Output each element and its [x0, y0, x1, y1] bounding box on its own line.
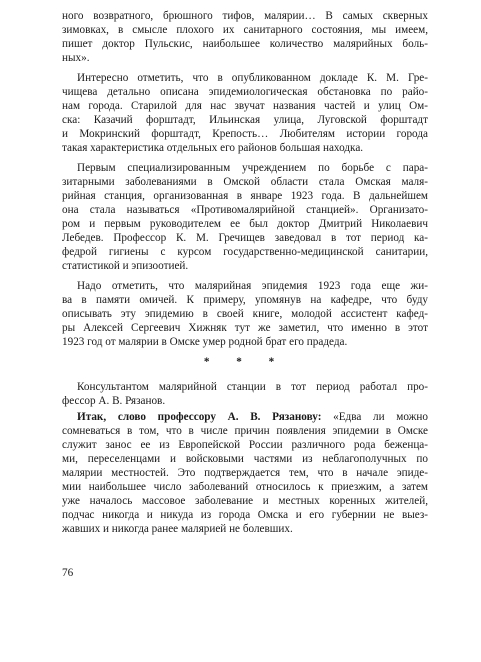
- text-line: ного возвратного, брюшного тифов, малярии… В самых скверных: [62, 10, 428, 22]
- text-line: такая характеристика отдельных его районов большая находка.: [62, 142, 364, 154]
- text-line: Лебедев. Профессор К. М. Гречищев заведовал в тот период ка-: [62, 232, 428, 244]
- text-run: «Едва ли можно: [321, 411, 428, 423]
- text-line: зитарными заболеваниями в Омской области стала Омская маля-: [62, 176, 428, 188]
- text-line: пишет доктор Пульскис, наибольшее количество малярийных боль-: [62, 38, 428, 50]
- text-line: малярии местностей. Это подтверждается тем, что в начале эпиде-: [62, 467, 428, 479]
- text-line: [62, 410, 428, 424]
- text-line: Первым специализированным учреждением по борьбе с пара-: [77, 162, 428, 174]
- text-line: ва в памяти омичей. К примеру, упомянув на кафедре, что буду: [62, 294, 428, 306]
- text-line: ры Алексей Сергеевич Хижняк тут же заметил, что именно в этот: [62, 322, 428, 334]
- text-line: зимовках, в смысле плохого их санитарного состояния, мы имеем,: [62, 24, 428, 36]
- text-line: и Мокринский форштадт, Крепость… Любителям истории города: [62, 128, 428, 140]
- text-line: описывать эту эпидемию в своей книге, молодой ассистент кафед-: [62, 308, 428, 320]
- text-line: служит занос ее из Европейской России различного рода беженца-: [62, 439, 428, 451]
- page-number: 76: [62, 567, 74, 579]
- text-line: ска: Казачий форштадт, Ильинская улица, Луговской форштадт: [62, 114, 428, 126]
- text-line: уже началось массовое заболевание и местных коренных жителей,: [62, 495, 428, 507]
- bold-lead: Итак, слово профессору А. В. Рязанову:: [77, 411, 322, 423]
- text-line: она стала называться «Противомалярийной станцией». Организато-: [62, 204, 428, 216]
- text-line: нам города. Старилой для нас звучат названия частей и улиц Ом-: [62, 100, 428, 112]
- text-line: жавших и никогда ранее малярией не болевших.: [62, 523, 293, 535]
- section-separator: * * *: [203, 356, 287, 368]
- text-line: Надо отметить, что малярийная эпидемия 1923 года еще жи-: [77, 280, 428, 292]
- text-line: федрой гигиены с курсом государственно-медицинской санитарии,: [62, 246, 428, 258]
- text-line: чищева детально описана эпидемиологическая обстановка по райо-: [62, 86, 428, 98]
- text-line: Интересно отметить, что в опубликованном докладе К. М. Гре-: [77, 72, 428, 84]
- text-line: фессор А. В. Рязанов.: [62, 395, 166, 407]
- text-line: мии наибольшее число заболеваний относилось к приезжим, а затем: [62, 481, 428, 493]
- text-line: ми, переселенцами и войсковыми частями из неблагополучных по: [62, 453, 428, 465]
- text-line: ных».: [62, 52, 90, 64]
- text-line: сомневаться в том, что в числе причин появления эпидемии в Омске: [62, 425, 428, 437]
- text-line: рийная станция, организованная в январе 1923 года. В дальнейшем: [62, 190, 428, 202]
- text-line: статистикой и эпизоотией.: [62, 260, 189, 272]
- text-line: подчас никогда и никуда из города Омска и его губернии не выез-: [62, 509, 428, 521]
- text-line: ром и первым руководителем ее был доктор Дмитрий Николаевич: [62, 218, 428, 230]
- text-line: Консультантом малярийной станции в тот период работал про-: [77, 381, 428, 393]
- text-line: 1923 год от малярии в Омске умер родной брат его прадеда.: [62, 336, 348, 348]
